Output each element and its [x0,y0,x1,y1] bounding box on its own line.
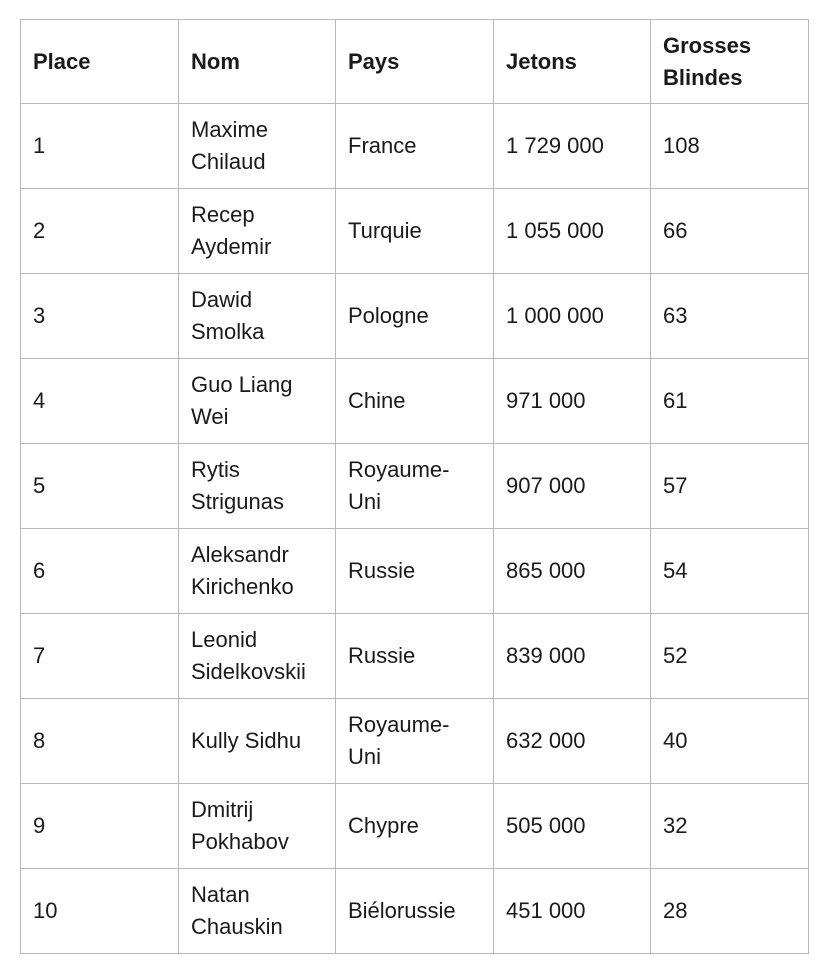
cell-pays: Pologne [336,274,494,359]
chip-count-table-wrapper [20,19,809,954]
header-jetons: Jetons [494,20,651,104]
cell-pays: Turquie [336,189,494,274]
cell-nom: Kully Sidhu [179,699,336,784]
cell-grosses-blindes: 40 [651,699,809,784]
table-row [21,529,809,614]
cell-nom: Dawid Smolka [179,274,336,359]
cell-nom: Leonid Sidelkovskii [179,614,336,699]
cell-nom: Aleksandr Kirichenko [179,529,336,614]
cell-place: 8 [21,699,179,784]
cell-nom: Recep Aydemir [179,189,336,274]
cell-jetons: 1 055 000 [494,189,651,274]
cell-grosses-blindes: 66 [651,189,809,274]
table-row [21,784,809,869]
cell-place: 1 [21,104,179,189]
cell-place: 3 [21,274,179,359]
cell-grosses-blindes: 57 [651,444,809,529]
cell-pays: Russie [336,614,494,699]
cell-grosses-blindes: 32 [651,784,809,869]
table-row [21,869,809,954]
table-row [21,104,809,189]
cell-jetons: 971 000 [494,359,651,444]
cell-pays: Russie [336,529,494,614]
header-nom: Nom [179,20,336,104]
cell-place: 7 [21,614,179,699]
cell-jetons: 505 000 [494,784,651,869]
cell-pays: France [336,104,494,189]
chip-count-table [20,19,809,954]
table-row [21,274,809,359]
cell-place: 5 [21,444,179,529]
cell-grosses-blindes: 54 [651,529,809,614]
cell-nom: Natan Chauskin [179,869,336,954]
cell-nom: Guo Liang Wei [179,359,336,444]
header-place: Place [21,20,179,104]
cell-place: 4 [21,359,179,444]
cell-jetons: 632 000 [494,699,651,784]
cell-jetons: 451 000 [494,869,651,954]
cell-place: 6 [21,529,179,614]
table-row [21,359,809,444]
cell-pays: Biélorussie [336,869,494,954]
cell-place: 2 [21,189,179,274]
cell-nom: Rytis Strigunas [179,444,336,529]
cell-jetons: 907 000 [494,444,651,529]
cell-nom: Maxime Chilaud [179,104,336,189]
cell-jetons: 865 000 [494,529,651,614]
cell-grosses-blindes: 61 [651,359,809,444]
table-row [21,614,809,699]
cell-place: 9 [21,784,179,869]
cell-jetons: 839 000 [494,614,651,699]
cell-grosses-blindes: 63 [651,274,809,359]
cell-pays: Chine [336,359,494,444]
cell-grosses-blindes: 28 [651,869,809,954]
header-grosses-blindes: Grosses Blindes [651,20,809,104]
cell-grosses-blindes: 108 [651,104,809,189]
cell-place: 10 [21,869,179,954]
cell-jetons: 1 729 000 [494,104,651,189]
cell-jetons: 1 000 000 [494,274,651,359]
table-row [21,699,809,784]
table-row [21,189,809,274]
cell-grosses-blindes: 52 [651,614,809,699]
cell-pays: Chypre [336,784,494,869]
cell-pays: Royaume-Uni [336,699,494,784]
table-body [21,104,809,954]
cell-pays: Royaume-Uni [336,444,494,529]
header-row [21,20,809,104]
header-pays: Pays [336,20,494,104]
cell-nom: Dmitrij Pokhabov [179,784,336,869]
table-row [21,444,809,529]
table-header [21,20,809,104]
